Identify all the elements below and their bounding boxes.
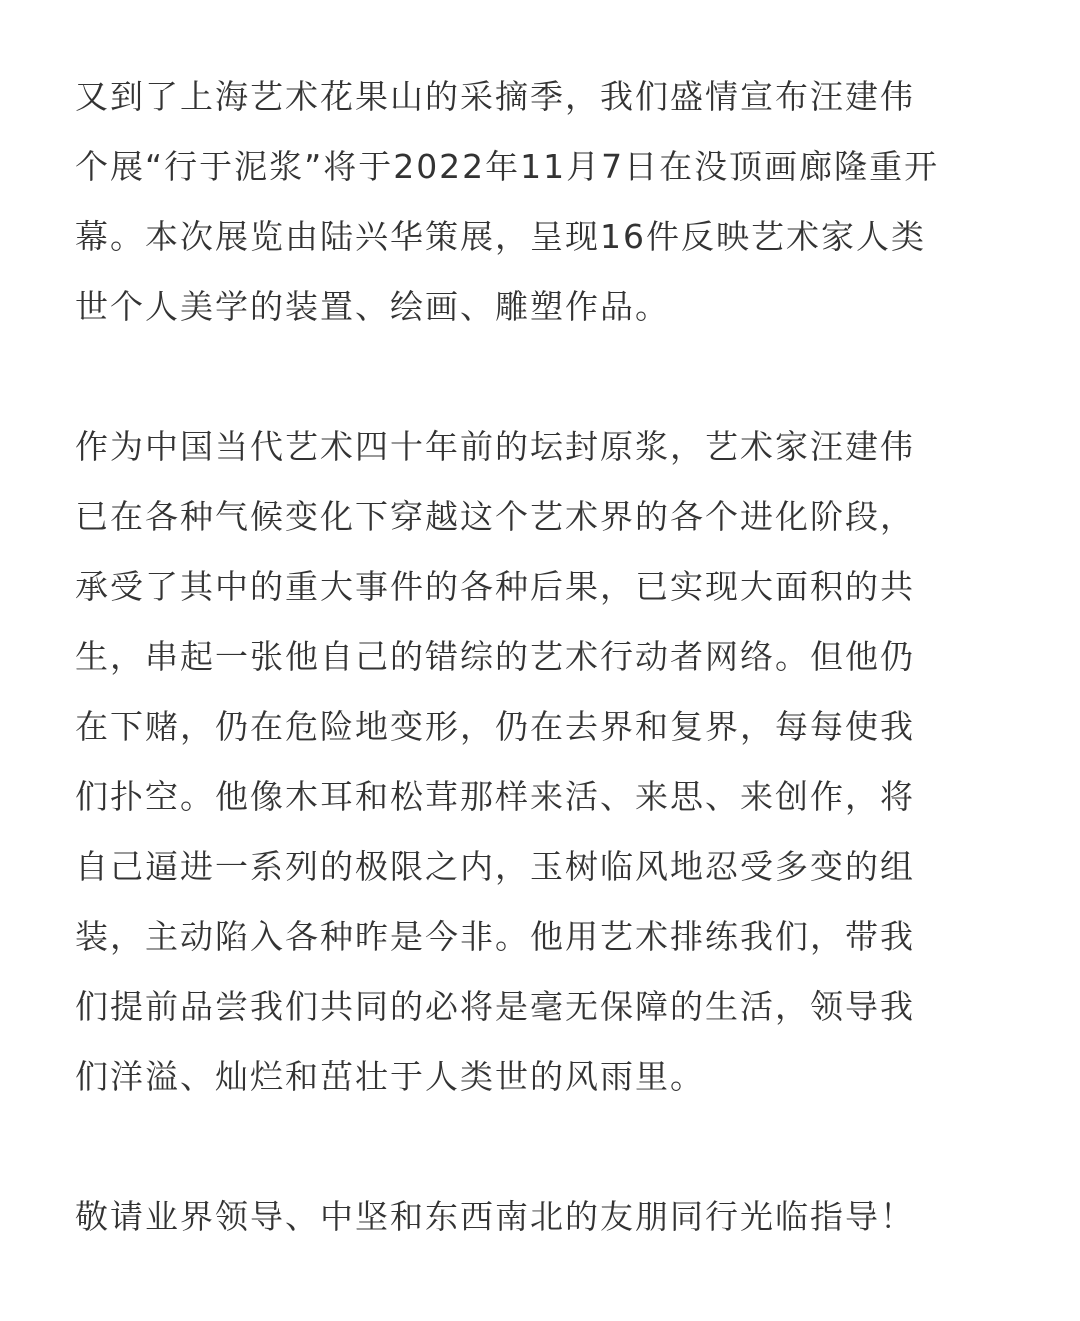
text-line: 又到了上海艺术花果山的采摘季，我们盛情宣布汪建伟 xyxy=(75,77,915,116)
text-line: 在下赌，仍在危险地变形，仍在去界和复界，每每使我 xyxy=(75,707,915,746)
paragraph-intro xyxy=(75,62,1010,342)
text-line: 们扑空。他像木耳和松茸那样来活、来思、来创作，将 xyxy=(75,777,915,816)
text-line: 自己逼进一系列的极限之内，玉树临风地忍受多变的组 xyxy=(75,847,915,886)
text-line: 生，串起一张他自己的错综的艺术行动者网络。但他仍 xyxy=(75,637,915,676)
text-line: 已在各种气候变化下穿越这个艺术界的各个进化阶段， xyxy=(75,497,915,536)
text-line: 个展“行于泥浆”将于2022年11月7日在没顶画廊隆重开 xyxy=(75,147,940,186)
article-body xyxy=(75,62,1010,1252)
text-line: 装，主动陷入各种昨是今非。他用艺术排练我们，带我 xyxy=(75,917,915,956)
text-line: 幕。本次展览由陆兴华策展，呈现16件反映艺术家人类 xyxy=(75,217,926,256)
text-line: 敬请业界领导、中坚和东西南北的友朋同行光临指导！ xyxy=(75,1197,915,1236)
paragraph-invitation xyxy=(75,1182,1010,1252)
text-line: 作为中国当代艺术四十年前的坛封原浆，艺术家汪建伟 xyxy=(75,427,915,466)
text-line: 世个人美学的装置、绘画、雕塑作品。 xyxy=(75,287,670,326)
paragraph-spacer xyxy=(75,342,1010,412)
paragraph-spacer xyxy=(75,1112,1010,1182)
text-line: 们提前品尝我们共同的必将是毫无保障的生活，领导我 xyxy=(75,987,915,1026)
text-line: 们洋溢、灿烂和茁壮于人类世的风雨里。 xyxy=(75,1057,705,1096)
text-line: 承受了其中的重大事件的各种后果，已实现大面积的共 xyxy=(75,567,915,606)
paragraph-artist xyxy=(75,412,1010,1112)
